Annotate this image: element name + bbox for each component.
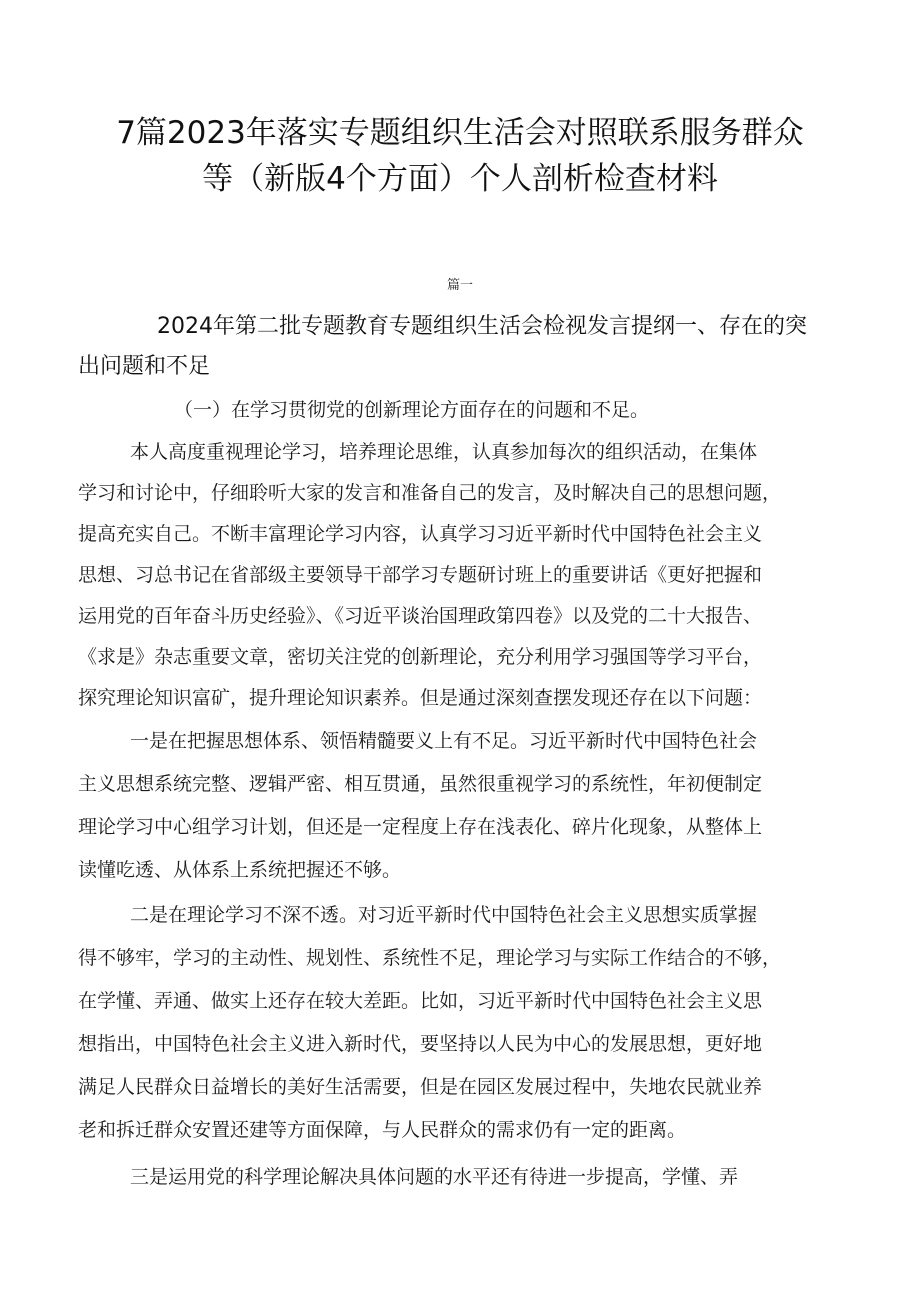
body-line: 二是在理论学习不深不透。对习近平新时代中国特色社会主义思想实质掌握 bbox=[130, 904, 758, 926]
body-line: 老和拆迁群众安置还建等方面保障，与人民群众的需求仍有一定的距离。 bbox=[78, 1119, 687, 1141]
document-title-line-1: 7篇2023年落实专题组织生活会对照联系服务群众 bbox=[116, 115, 804, 151]
body-line: 思想、习总书记在省部级主要领导干部学习专题研讨班上的重要讲话《更好把握和 bbox=[78, 564, 763, 586]
body-line: 读懂吃透、从体系上系统把握还不够。 bbox=[78, 859, 402, 881]
body-line: 《求是》杂志重要文章，密切关注党的创新理论，充分利用学习强国等学习平台， bbox=[78, 646, 763, 668]
body-line: 想指出，中国特色社会主义进入新时代，要坚持以人民为中心的发展思想，更好地 bbox=[78, 1033, 763, 1055]
body-line: 在学懂、弄通、做实上还存在较大差距。比如，习近平新时代中国特色社会主义思 bbox=[78, 990, 763, 1012]
document-title-line-2: 等（新版4个方面）个人剖析检查材料 bbox=[202, 161, 718, 197]
body-line: 本人高度重视理论学习，培养理论思维，认真参加每次的组织活动，在集体 bbox=[130, 441, 758, 463]
body-line: 运用党的百年奋斗历史经验》、《习近平谈治国理政第四卷》以及党的二十大报告、 bbox=[78, 605, 763, 627]
body-line: （一）在学习贯彻党的创新理论方面存在的问题和不足。 bbox=[174, 399, 650, 421]
body-line: 满足人民群众日益增长的美好生活需要，但是在园区发展过程中，失地农民就业养 bbox=[78, 1076, 763, 1098]
body-line: 得不够牢，学习的主动性、规划性、系统性不足，理论学习与实际工作结合的不够， bbox=[78, 947, 782, 969]
body-line: 探究理论知识富矿，提升理论知识素养。但是通过深刻查摆发现还存在以下问题： bbox=[78, 687, 763, 709]
body-line: 学习和讨论中，仔细聆听大家的发言和准备自己的发言，及时解决自己的思想问题， bbox=[78, 482, 782, 504]
section-label: 篇一 bbox=[446, 278, 473, 293]
section-heading-line-1: 2024年第二批专题教育专题组织生活会检视发言提纲一、存在的突 bbox=[157, 314, 807, 339]
body-line: 一是在把握思想体系、领悟精髓要义上有不足。习近平新时代中国特色社会 bbox=[130, 730, 758, 752]
section-heading-line-2: 出问题和不足 bbox=[78, 354, 211, 379]
body-line: 三是运用党的科学理论解决具体问题的水平还有待进一步提高，学懂、弄 bbox=[130, 1166, 739, 1188]
body-line: 提高充实自己。不断丰富理论学习内容，认真学习习近平新时代中国特色社会主义 bbox=[78, 523, 763, 545]
body-line: 理论学习中心组学习计划，但还是一定程度上存在浅表化、碎片化现象，从整体上 bbox=[78, 816, 763, 838]
body-line: 主义思想系统完整、逻辑严密、相互贯通，虽然很重视学习的系统性，年初便制定 bbox=[78, 773, 763, 795]
